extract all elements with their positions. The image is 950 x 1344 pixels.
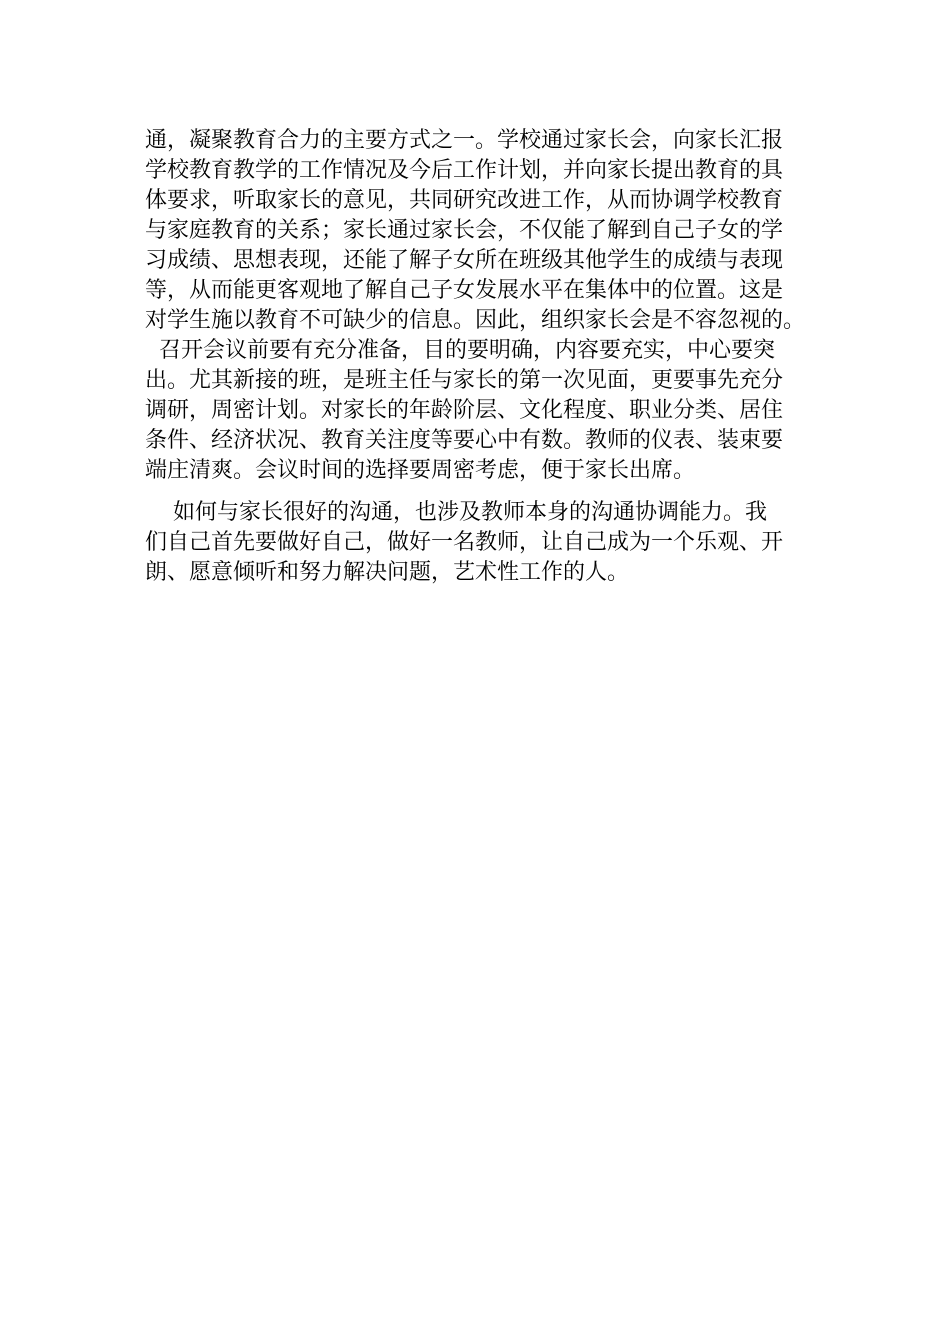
text-line: 召开会议前要有充分准备，目的要明确，内容要充实，中心要突	[145, 338, 775, 363]
text-line: 调研，周密计划。对家长的年龄阶层、文化程度、职业分类、居住	[145, 398, 784, 423]
text-line: 学校教育教学的工作情况及今后工作计划，并向家长提出教育的具	[145, 158, 784, 183]
document-body	[145, 126, 810, 588]
text-line: 朗、愿意倾听和努力解决问题，艺术性工作的人。	[145, 560, 630, 585]
text-line: 习成绩、思想表现，还能了解子女所在班级其他学生的成绩与表现	[145, 248, 784, 273]
text-line: 通，凝聚教育合力的主要方式之一。学校通过家长会，向家长汇报	[145, 128, 784, 153]
text-line: 出。尤其新接的班，是班主任与家长的第一次见面，更要事先充分	[145, 368, 784, 393]
paragraph-parent-meetings-importance	[145, 126, 810, 336]
paragraph-spacer	[145, 486, 810, 498]
text-line: 等，从而能更客观地了解自己子女发展水平在集体中的位置。这是	[145, 278, 784, 303]
text-line: 条件、经济状况、教育关注度等要心中有数。教师的仪表、装束要	[145, 428, 784, 453]
text-line: 端庄清爽。会议时间的选择要周密考虑，便于家长出席。	[145, 458, 696, 483]
text-line: 与家庭教育的关系；家长通过家长会，不仅能了解到自己子女的学	[145, 218, 784, 243]
text-line: 如何与家长很好的沟通，也涉及教师本身的沟通协调能力。我	[145, 500, 767, 525]
paragraph-meeting-preparation	[145, 336, 810, 486]
paragraph-communication	[145, 498, 810, 588]
text-line: 对学生施以教育不可缺少的信息。因此，组织家长会是不容忽视的。	[145, 308, 806, 333]
text-line: 们自己首先要做好自己，做好一名教师，让自己成为一个乐观、开	[145, 530, 784, 555]
text-line: 体要求，听取家长的意见，共同研究改进工作，从而协调学校教育	[145, 188, 784, 213]
